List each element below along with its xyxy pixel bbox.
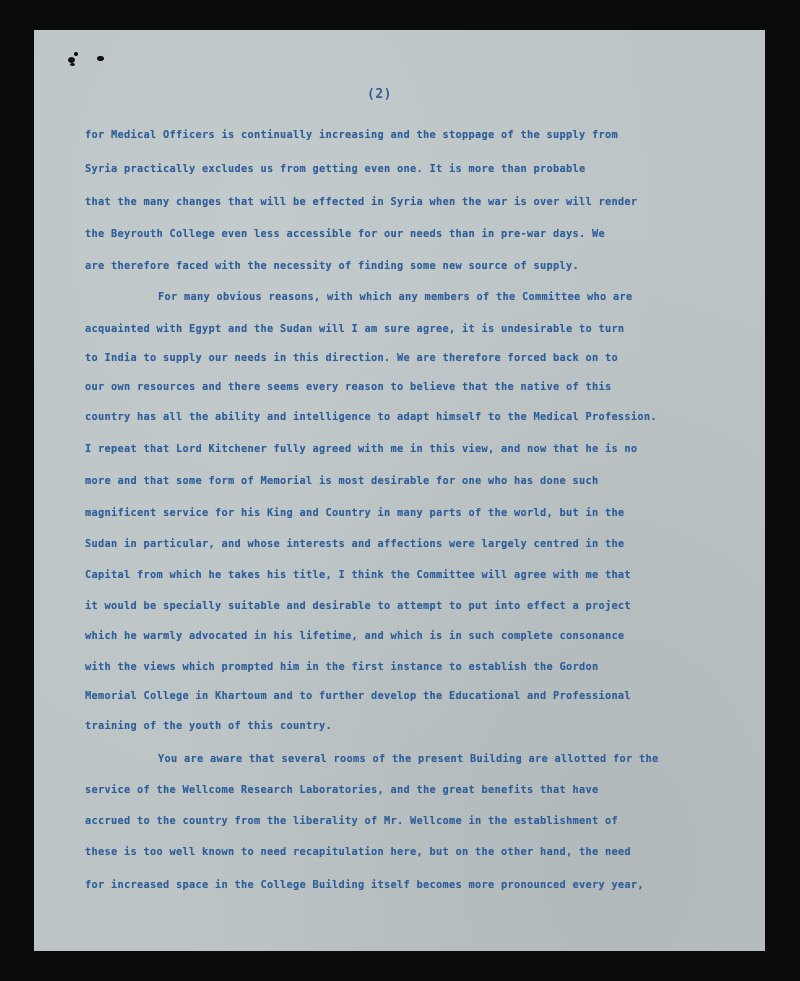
text-line: I repeat that Lord Kitchener fully agreed with me in this view, and now that he is no [85,443,638,455]
text-line: are therefore faced with the necessity of finding some new source of supply. [85,260,579,272]
text-line: which he warmly advocated in his lifetime, and which is in such complete consonance [85,630,625,642]
text-line: our own resources and there seems every reason to believe that the native of this [85,381,612,393]
text-line: to India to supply our needs in this direction. We are therefore forced back on to [85,352,618,364]
text-line: Syria practically excludes us from getting even one. It is more than probable [85,163,586,175]
text-line: accrued to the country from the liberality of Mr. Wellcome in the establishment of [85,815,618,827]
text-line: it would be specially suitable and desirable to attempt to put into effect a project [85,600,631,612]
text-line: You are aware that several rooms of the present Building are allotted for the [158,753,659,765]
text-line: magnificent service for his King and Country in many parts of the world, but in the [85,507,625,519]
text-line: that the many changes that will be effected in Syria when the war is over will render [85,196,638,208]
text-line: for Medical Officers is continually increasing and the stoppage of the supply from [85,129,618,141]
text-line: with the views which prompted him in the first instance to establish the Gordon [85,661,599,673]
text-line: these is too well known to need recapitulation here, but on the other hand, the need [85,846,631,858]
page-number: (2) [367,87,392,102]
text-line: service of the Wellcome Research Laboratories, and the great benefits that have [85,784,599,796]
text-line: for increased space in the College Building itself becomes more pronounced every year, [85,879,644,891]
document-page [34,30,765,951]
text-line: training of the youth of this country. [85,720,332,732]
text-line: the Beyrouth College even less accessible for our needs than in pre-war days. We [85,228,605,240]
text-line: country has all the ability and intelligence to adapt himself to the Medical Profession. [85,411,657,423]
text-line: Capital from which he takes his title, I think the Committee will agree with me that [85,569,631,581]
body-text [34,30,765,951]
text-line: acquainted with Egypt and the Sudan will I am sure agree, it is undesirable to turn [85,323,625,335]
text-line: For many obvious reasons, with which any members of the Committee who are [158,291,633,303]
text-line: Memorial College in Khartoum and to further develop the Educational and Professional [85,690,631,702]
text-line: Sudan in particular, and whose interests and affections were largely centred in the [85,538,625,550]
text-line: more and that some form of Memorial is most desirable for one who has done such [85,475,599,487]
